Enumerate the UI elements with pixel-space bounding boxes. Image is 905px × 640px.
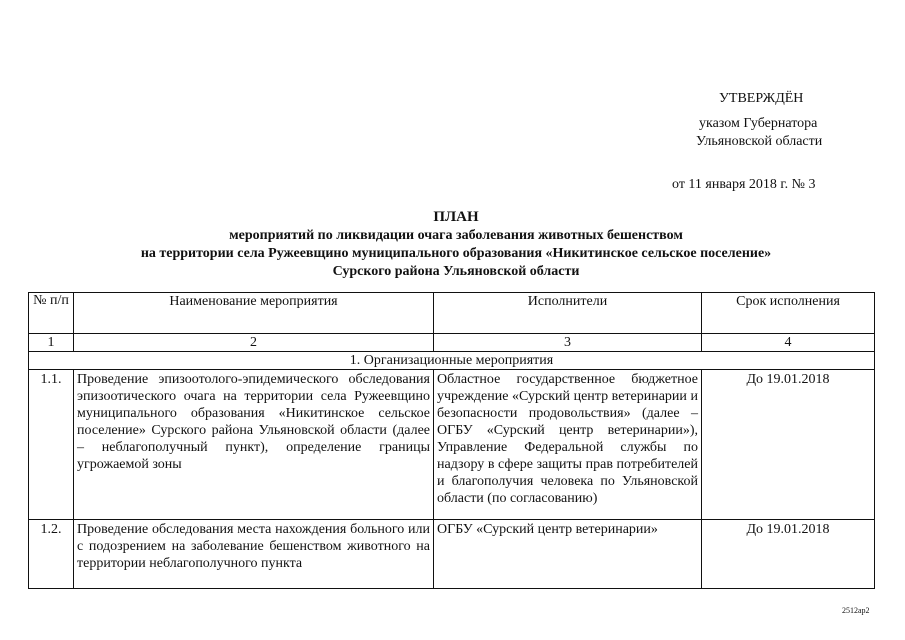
header-name: Наименование мероприятия: [74, 293, 434, 334]
plan-subtitle-line-2: на территории села Ружеевщино муниципального образования «Никитинское сельское поселение»: [140, 246, 772, 261]
column-number-row: [29, 334, 875, 352]
column-number: 4: [702, 334, 875, 352]
row-activity: Проведение эпизоотолого-эпидемического обследования эпизоотического очага на территории села Ружеевщино муниципального образования «Никитинское сельское поселение» Сурского района Ульяновской области (далее – неблагополучный пункт), определение границы угрожаемой зоны: [74, 370, 434, 520]
approval-date: от 11 января 2018 г. № 3: [672, 177, 816, 192]
header-deadline: Срок исполнения: [702, 293, 875, 334]
plan-table: [28, 292, 875, 589]
row-number: 1.2.: [29, 520, 74, 589]
footer-code: 2512ap2: [842, 606, 870, 615]
approval-line-1: указом Губернатора: [699, 116, 818, 131]
plan-heading: [40, 208, 872, 281]
table-row: [29, 520, 875, 589]
row-executors: Областное государственное бюджетное учреждение «Сурский центр ветеринарии и безопасности продовольствия» (далее – ОГБУ «Сурский центр ветеринарии»), Управление Федеральной службы по надзору в сфере защиты прав потребителей и благополучия человека по Ульяновской области (по согласованию): [434, 370, 702, 520]
row-deadline: До 19.01.2018: [702, 520, 875, 589]
row-executors: ОГБУ «Сурский центр ветеринарии»: [434, 520, 702, 589]
plan-subtitle-line-1: мероприятий по ликвидации очага заболевания животных бешенством: [229, 228, 683, 243]
plan-subtitle-line-3: Сурского района Ульяновской области: [332, 264, 580, 279]
table-row: [29, 370, 875, 520]
plan-title: ПЛАН: [433, 209, 479, 225]
approval-line-2: Ульяновской области: [696, 134, 823, 149]
column-number: 3: [434, 334, 702, 352]
row-deadline: До 19.01.2018: [702, 370, 875, 520]
column-number: 2: [74, 334, 434, 352]
column-number: 1: [29, 334, 74, 352]
section-title: 1. Организационные мероприятия: [29, 352, 875, 370]
row-activity: Проведение обследования места нахождения больного или с подозрением на заболевание бешенством животного на территории неблагополучного пункта: [74, 520, 434, 589]
section-row: [29, 352, 875, 370]
table-header-row: [29, 293, 875, 334]
row-number: 1.1.: [29, 370, 74, 520]
header-num: № п/п: [29, 293, 74, 334]
approval-title: УТВЕРЖДЁН: [719, 91, 804, 106]
header-executors: Исполнители: [434, 293, 702, 334]
